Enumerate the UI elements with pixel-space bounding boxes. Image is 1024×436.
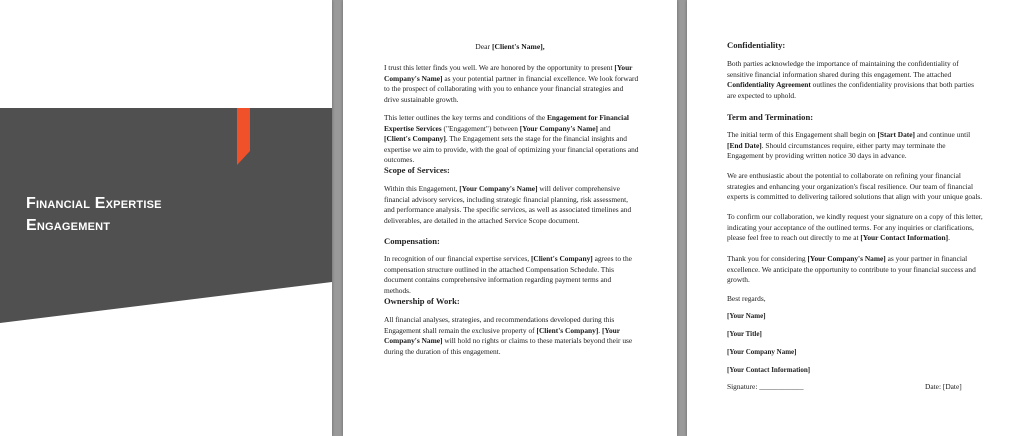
body-text: . The Engagement sets the stage for the financial insights and expertise we aim to provide, with the goal of optimizing your financial operations and outcomes. xyxy=(384,134,639,165)
salutation-prefix: Dear xyxy=(475,42,492,51)
body-text: We are enthusiastic about the potential to collaborate on refining your financial strategies and enhancing your organization's fiscal resilience. Our team of financial experts is committed to delivering tailored solutions that align with your unique goals. xyxy=(727,171,983,202)
intro-paragraph xyxy=(384,63,639,105)
salutation xyxy=(343,42,677,53)
cover-title-line1: Financial Expertise xyxy=(26,195,162,212)
placeholder-text: [Client's Company] xyxy=(530,254,593,263)
placeholder-text: [Your Company's Name] xyxy=(519,123,599,133)
body-text: as your partner in financial excellence. We anticipate the opportunity to contribute to your financial success and growth. xyxy=(727,254,976,285)
placeholder-text: [Your Company's Name] xyxy=(384,63,633,83)
body-text: as your potential partner in financial excellence. We look forward to the prospect of collaborating with you to enhance your financial strategies and drive sustainable growth. xyxy=(384,73,639,104)
sig-company-name: [Your Company Name] xyxy=(727,348,797,356)
ownership-heading: Ownership of Work: xyxy=(384,296,460,306)
body-text: and xyxy=(598,123,611,133)
body-text: . xyxy=(948,233,950,243)
letter-page-1 xyxy=(343,0,677,436)
signature-line: Signature: ____________ xyxy=(727,382,804,391)
terms-paragraph xyxy=(384,113,639,166)
body-text: All financial analyses, strategies, and recommendations developed during this Engagement shall remain the exclusive property of xyxy=(384,315,615,335)
body-text: and continue until xyxy=(915,130,971,139)
body-text: outlines the confidentiality provisions that both parties are expected to uphold. xyxy=(727,80,975,100)
ownership-paragraph xyxy=(384,315,639,357)
placeholder-text: Engagement for Financial Expertise Services xyxy=(384,113,629,133)
sig-contact-info: [Your Contact Information] xyxy=(727,366,811,374)
salutation-client-name: [Client's Name], xyxy=(491,42,545,51)
confidentiality-paragraph xyxy=(727,59,983,101)
placeholder-text: [Your Contact Information] xyxy=(860,233,949,243)
body-text: will hold no rights or claims to these materials beyond their use during the duration of this engagement. xyxy=(384,336,633,356)
body-text: ("Engagement") between xyxy=(441,123,520,133)
compensation-paragraph xyxy=(384,254,639,296)
body-text: . Should circumstances require, either party may terminate the Engagement by providing written notice 30 days in advance. xyxy=(727,140,946,161)
body-text: Thank you for considering xyxy=(727,254,808,263)
placeholder-text: [End Date] xyxy=(727,140,762,150)
scope-paragraph xyxy=(384,184,639,226)
confirm-paragraph xyxy=(727,212,983,244)
term-heading: Term and Termination: xyxy=(727,112,814,122)
thanks-paragraph xyxy=(727,254,983,286)
cover-title xyxy=(26,193,162,237)
letter-page-2 xyxy=(687,0,1024,436)
body-text: . xyxy=(598,325,602,335)
term-paragraph xyxy=(727,130,983,162)
placeholder-text: [Your Company's Name] xyxy=(459,184,538,193)
body-text: will deliver comprehensive financial advisory services, including strategic financial planning, risk assessment, and performance analysis. The specific services, as well as associated timelines and deliverables, are detailed in the attached Service Scope document. xyxy=(384,184,632,225)
confidentiality-heading: Confidentiality: xyxy=(727,40,786,50)
placeholder-text: [Client's Company] xyxy=(536,325,599,335)
body-text: Within this Engagement, xyxy=(384,184,460,193)
compensation-heading: Compensation: xyxy=(384,236,440,246)
body-text: agrees to the compensation structure outlined in the attached Compensation Schedule. This document contains comprehensive information regarding payment terms and methods. xyxy=(384,254,632,295)
body-text: In recognition of our financial expertise services, xyxy=(384,254,531,263)
cover-title-line2: Engagement xyxy=(26,217,111,234)
body-text: The initial term of this Engagement shall begin on xyxy=(727,130,878,139)
body-text: This letter outlines the key terms and conditions of the xyxy=(384,113,547,122)
placeholder-text: [Your Company's Name] xyxy=(807,254,886,263)
body-text: To confirm our collaboration, we kindly request your signature on a copy of this letter, indicating your acceptance of the outlined terms. For any inquiries or clarifications, please feel free to reach out directly to me at xyxy=(727,212,983,243)
body-text: Both parties acknowledge the importance of maintaining the confidentiality of sensitive financial information shared during this engagement. The attached xyxy=(727,59,959,79)
sig-your-title: [Your Title] xyxy=(727,330,762,338)
cover-page xyxy=(0,0,332,436)
enthusiasm-paragraph xyxy=(727,171,983,203)
scope-heading: Scope of Services: xyxy=(384,165,450,175)
regards: Best regards, xyxy=(727,294,766,303)
placeholder-text: Confidentiality Agreement xyxy=(727,80,811,90)
placeholder-text: [Client's Company] xyxy=(384,134,446,144)
placeholder-text: [Your Company's Name] xyxy=(384,325,620,346)
placeholder-text: [Start Date] xyxy=(877,130,916,139)
sig-your-name: [Your Name] xyxy=(727,312,766,320)
date-line: Date: [Date] xyxy=(925,382,962,391)
body-text: I trust this letter finds you well. We are honored by the opportunity to present xyxy=(384,63,615,72)
